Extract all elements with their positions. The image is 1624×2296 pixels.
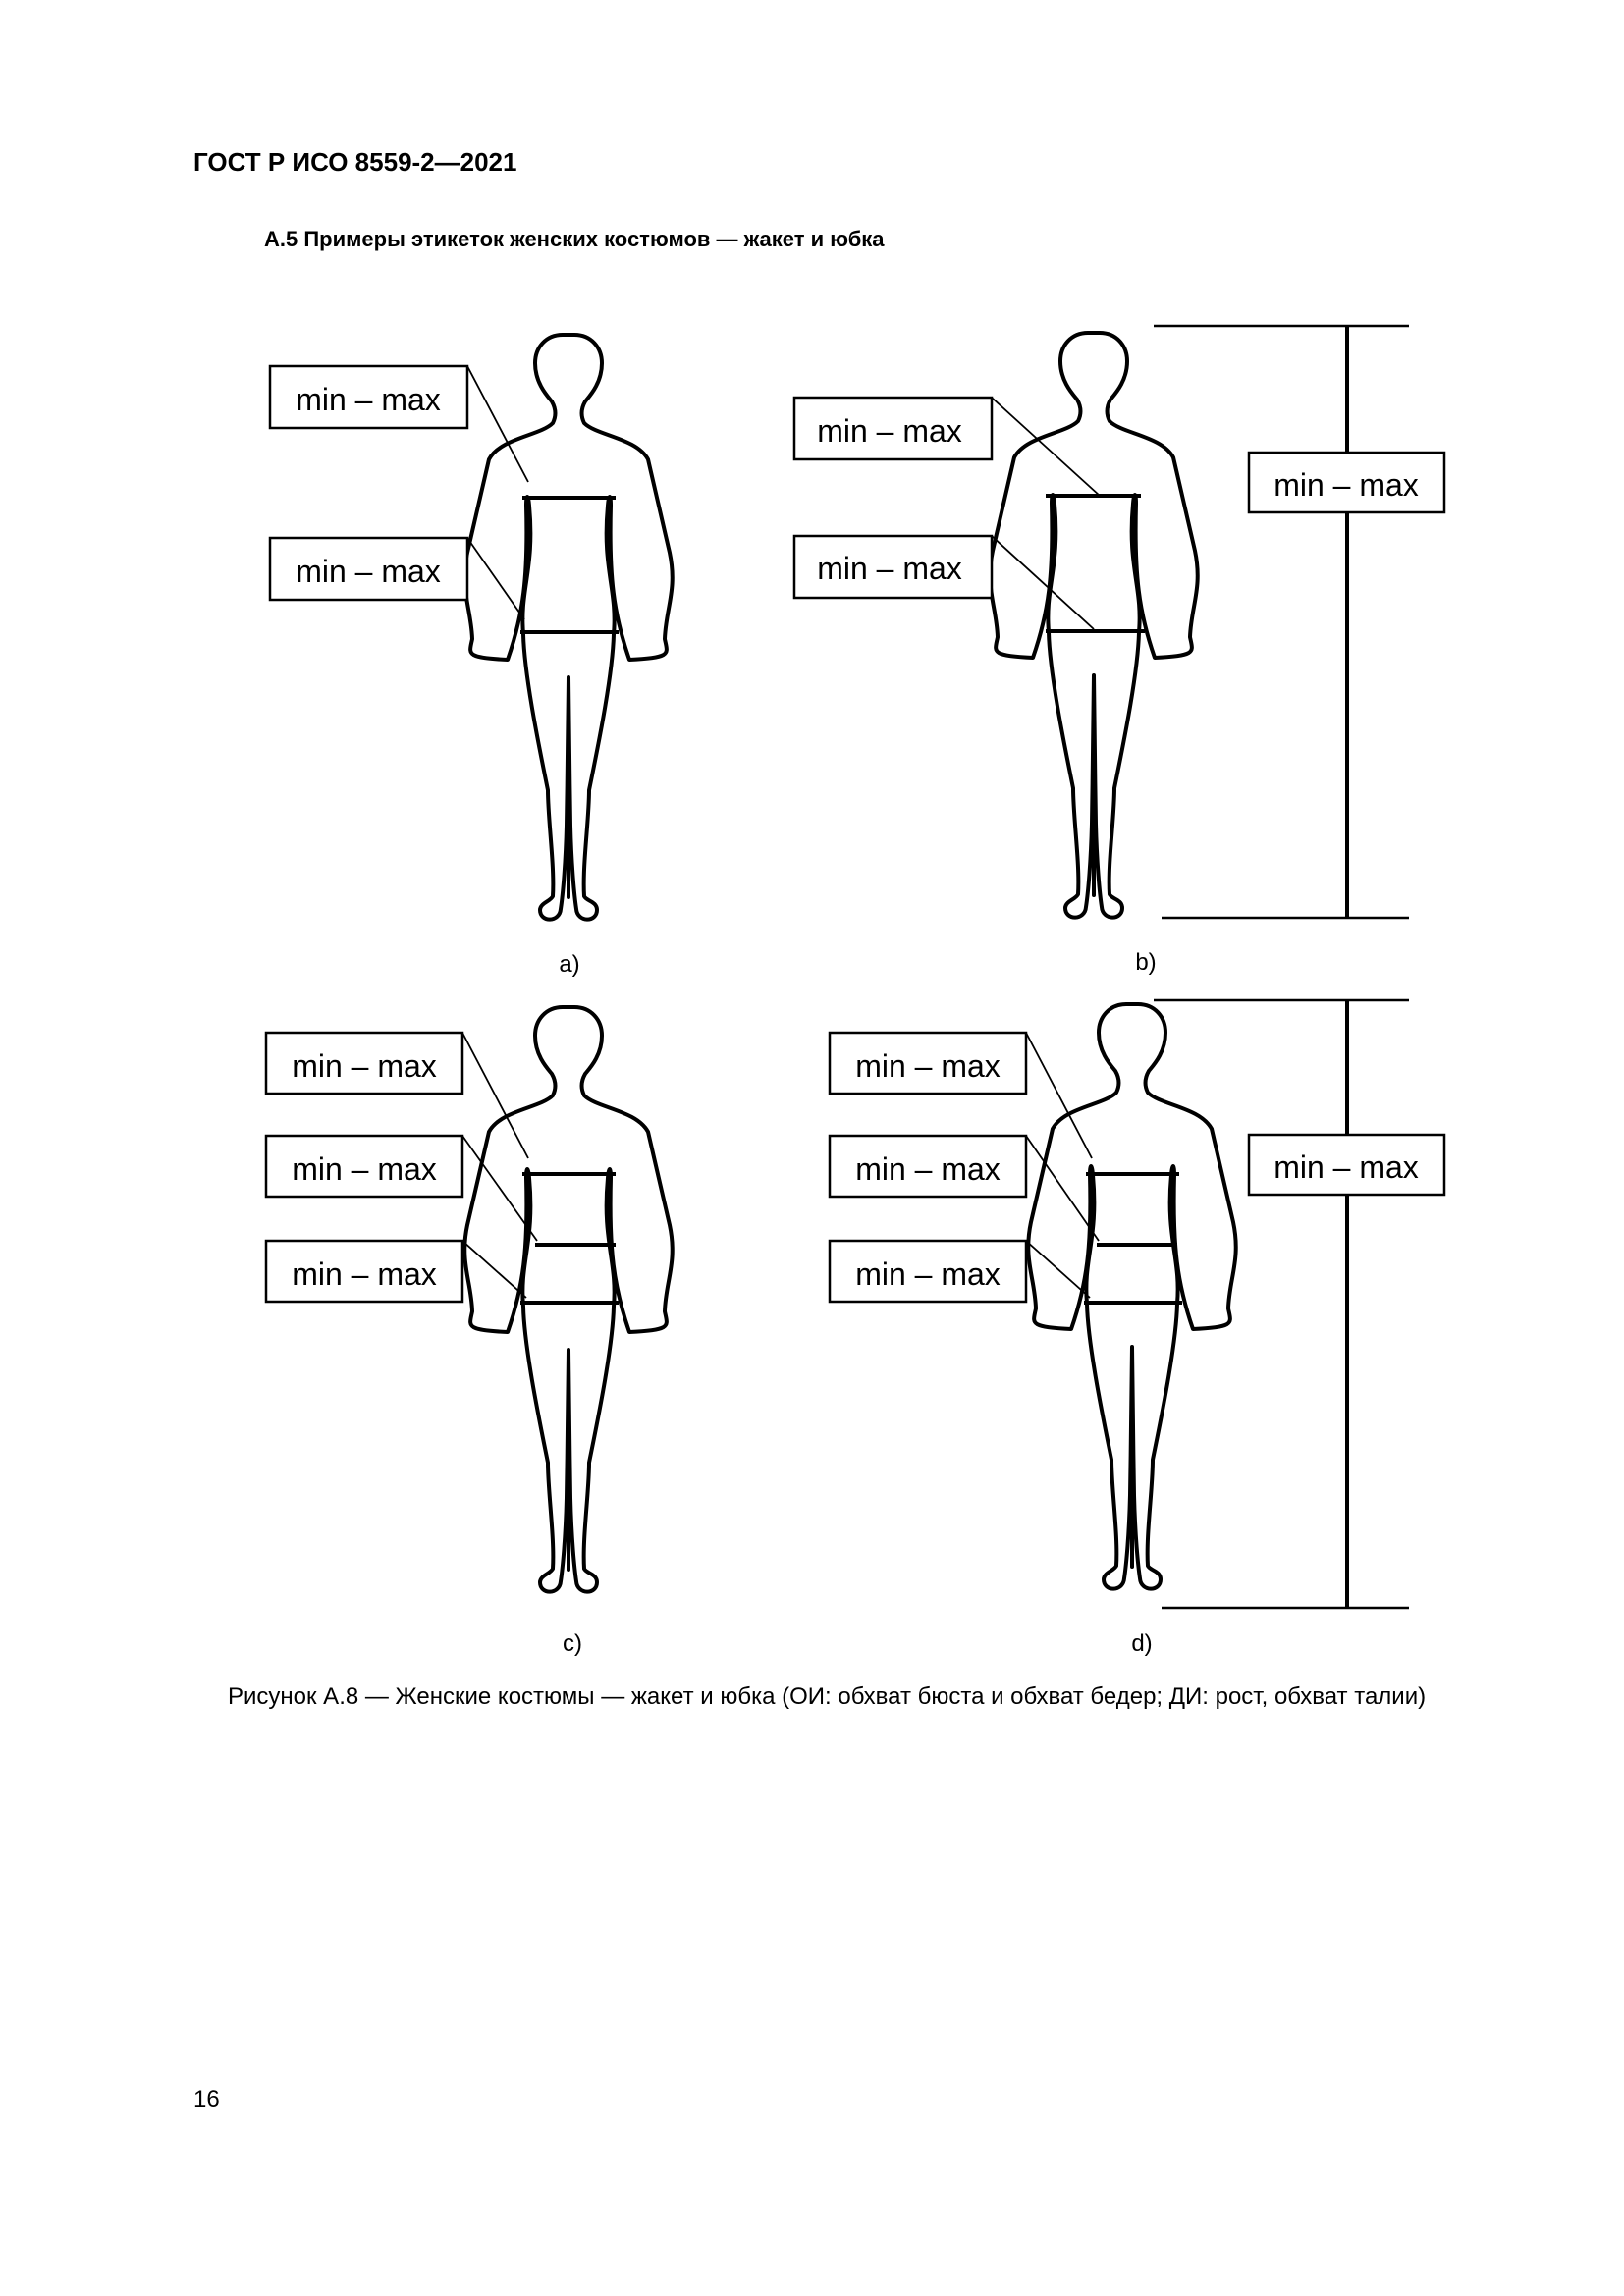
- body-silhouette-b: [990, 333, 1197, 918]
- box-c2-text: min – max: [292, 1151, 437, 1187]
- page-number: 16: [193, 2086, 220, 2112]
- box-d2-text: min – max: [855, 1151, 1001, 1187]
- document-header: ГОСТ Р ИСО 8559-2—2021: [193, 147, 517, 177]
- body-silhouette-d: [1028, 1004, 1235, 1589]
- leader-line-d-bust: [1026, 1033, 1092, 1158]
- body-silhouette-a: [464, 335, 672, 920]
- section-title: А.5 Примеры этикеток женских костюмов — жакет и юбка: [264, 227, 885, 251]
- leader-line-a-hip: [467, 538, 524, 619]
- box-d3-text: min – max: [855, 1256, 1001, 1292]
- box-b3-text: min – max: [1273, 467, 1419, 503]
- box-c3-text: min – max: [292, 1256, 437, 1292]
- panel-d-figure: [830, 1000, 1444, 1608]
- box-b2-text: min – max: [817, 551, 962, 586]
- box-c1-text: min – max: [292, 1048, 437, 1084]
- leader-line-c-hip: [462, 1241, 526, 1298]
- panel-c-label: c): [563, 1630, 582, 1657]
- panel-b-label: b): [1135, 949, 1157, 976]
- leader-line-c-bust: [462, 1033, 528, 1158]
- panel-c-figure: [266, 1007, 673, 1592]
- box-a2-text: min – max: [296, 554, 441, 589]
- box-b1-text: min – max: [817, 413, 962, 449]
- figure-caption: Рисунок А.8 — Женские костюмы — жакет и юбка (ОИ: обхват бюста и обхват бедер; ДИ: рост, обхват талии): [228, 1683, 1427, 1710]
- box-a1-text: min – max: [296, 382, 441, 417]
- panel-d-label: d): [1131, 1630, 1153, 1657]
- box-d1-text: min – max: [855, 1048, 1001, 1084]
- panel-a-figure: [270, 335, 673, 920]
- leader-line-b-hip: [992, 536, 1094, 629]
- panel-a-label: a): [559, 951, 580, 978]
- leader-line-a-bust: [467, 366, 528, 482]
- box-d4-text: min – max: [1273, 1149, 1419, 1185]
